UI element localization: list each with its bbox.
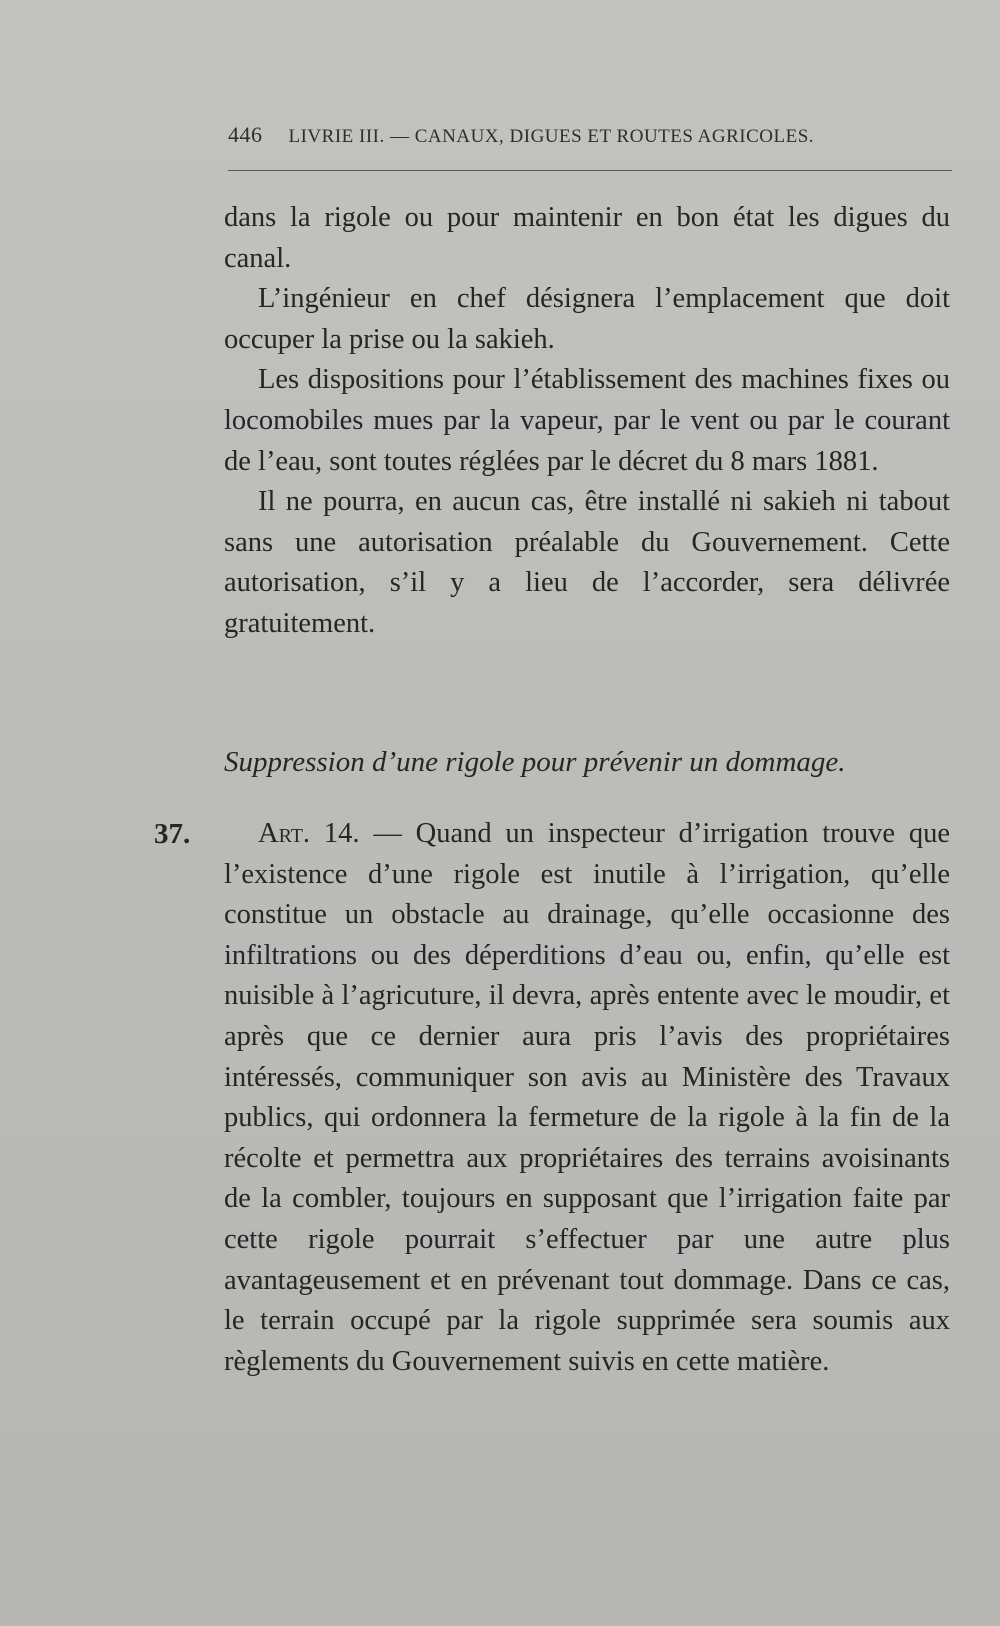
article-paragraph [224,814,950,1382]
running-header [228,122,948,148]
body-text-top [224,198,950,645]
article-body [224,814,950,1382]
article-number: 37. [154,818,191,850]
section-title: Suppression d’une rigole pour prévenir un dommage. [224,746,846,778]
paragraph: Les dispositions pour l’établissement des machines fixes ou locomobiles mues par la vapeur, par le vent ou par le courant de l’eau, sont toutes réglées par le décret du 8 mars 1881. [224,364,950,477]
running-title: LIVRIE III. — CANAUX, DIGUES ET ROUTES AGRICOLES. [288,126,815,147]
paragraph: Il ne pourra, en aucun cas, être installé ni sakieh ni tabout sans une autorisation préalable du Gouvernement. Cette autorisation, s’il y a lieu de l’accorder, sera délivrée gratuitement. [224,486,950,639]
page-number: 446 [228,122,263,147]
paragraph-continuation: dans la rigole ou pour maintenir en bon état les digues du canal. [224,202,950,274]
header-rule [228,170,952,171]
article-text: — Quand un inspecteur d’irrigation trouve que l’existence d’une rigole est inutile à l’irrigation, qu’elle constitue un obstacle au drainage, qu’elle occasionne des infiltrations ou des déperditions d’eau ou, enfin, qu’elle est nuisible à l’agricuture, il devra, après entente avec le moudir, et après que ce dernier aura pris l’avis des propriétaires intéressés, communiquer son avis au Ministère des Travaux publics, qui ordonnera la fermeture de la rigole à la fin de la récolte et permettra aux propriétaires des terrains avoisinants de la combler, toujours en supposant que l’irrigation faite par cette rigole pourrait s’effectuer par une autre plus avantageusement et en prévenant tout dommage. Dans ce cas, le terrain occupé par la rigole supprimée sera soumis aux règlements du Gouvernement suivis en cette matière. [224,818,951,1377]
article-label: Art. 14. [258,818,360,849]
paragraph: L’ingénieur en chef désignera l’emplacement que doit occuper la prise ou la sakieh. [224,283,950,355]
